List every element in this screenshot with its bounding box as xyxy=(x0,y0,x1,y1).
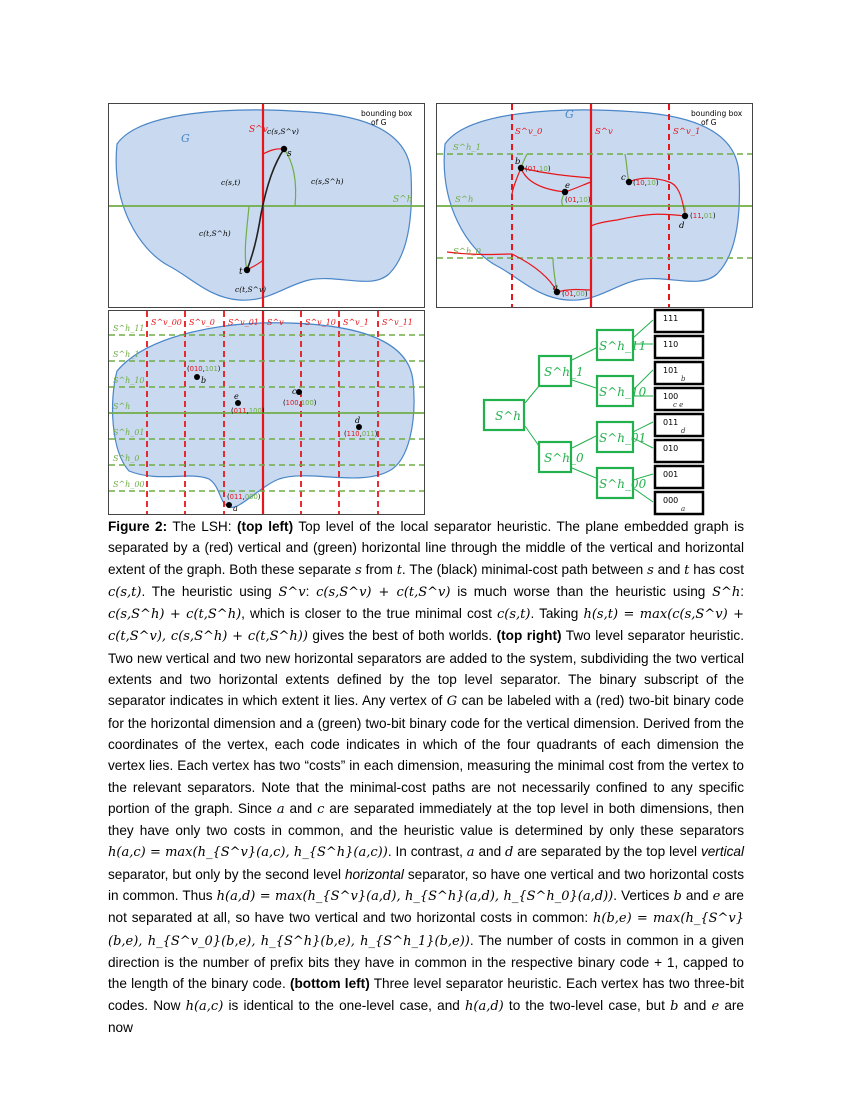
caption-text: , which is closer to the true minimal cost xyxy=(241,606,497,622)
sh1-label: S^h_1 xyxy=(113,350,140,359)
math: G xyxy=(446,694,458,710)
sv-label: S^v xyxy=(249,125,268,135)
caption-text: and xyxy=(681,888,713,904)
panel-bottom-left xyxy=(108,310,425,515)
separator-tree xyxy=(475,308,715,518)
sh00-label: S^h_00 xyxy=(113,480,145,489)
caption-tag-bottom-left: (bottom left) xyxy=(289,976,370,992)
sv10-label: S^v_10 xyxy=(305,318,336,327)
sh10-label: S^h_10 xyxy=(113,376,145,385)
vertex-d xyxy=(682,213,688,219)
graph-label: G xyxy=(181,132,190,145)
caption-text: . Taking xyxy=(530,606,584,622)
caption-text: from xyxy=(361,561,397,577)
math: a xyxy=(276,801,285,817)
tree-edge xyxy=(525,386,539,403)
vertex-code-e: (01,10) xyxy=(565,196,591,204)
caption-text: separator, but only by the second level xyxy=(108,866,345,882)
vertex-code-a: (01,00) xyxy=(562,290,588,298)
caption-text: and xyxy=(284,800,318,816)
caption-emphasis: vertical xyxy=(700,844,745,860)
math: b xyxy=(673,889,682,905)
figure-caption xyxy=(108,516,744,1038)
graph-label: G xyxy=(565,108,574,121)
sv11-label: S^v_11 xyxy=(382,318,413,327)
tree-edge xyxy=(572,348,596,360)
math: c(s,t) xyxy=(108,584,142,600)
vertex-b xyxy=(194,374,200,380)
caption-text: are not separated at all, so have two vertical and two horizontal costs in common: xyxy=(108,888,744,926)
math: d xyxy=(505,845,514,861)
sv1-label: S^v_1 xyxy=(343,318,369,327)
vertex-t xyxy=(244,267,250,273)
caption-emphasis: horizontal xyxy=(344,866,404,882)
sh-label: S^h xyxy=(113,402,131,411)
node-sh1-label: S^h_1 xyxy=(544,365,584,379)
vertex-name-d: d xyxy=(355,416,361,425)
caption-text: can be labeled with a (red) two-bit binary code for the horizontal dimension and a (green) two-bit binary code for the vertical dimension. Derived from the coordinates of the vertex, each code indicates in which of the four quadrants of each dimension the vertex lies. Each vertex has two “costs” in each dimension, measuring the minimal cost from the vertex to the relevant separators. Note that the minimal-cost paths are not necessarily confined to any specific portion of the graph. Since xyxy=(108,693,744,816)
caption-text: Two level separator heuristic. Two new vertical and two new horizontal separators are added to the system, subdividing the two vertical extents and two horizontal extents defined by the top level separator. The binary subscript of the separator indicates in which extent it lies. Any vertex of xyxy=(108,628,744,709)
caption-text: The LSH: xyxy=(167,519,238,534)
sv0-label: S^v_0 xyxy=(515,127,543,137)
caption-text: is much worse than the heuristic using xyxy=(450,583,713,599)
leaf-code: 111 xyxy=(663,314,679,323)
sv00-label: S^v_00 xyxy=(151,318,182,327)
vertex-code-b: (010,101) xyxy=(187,365,221,373)
caption-text: . The heuristic using xyxy=(141,583,279,599)
math: h(a,d) xyxy=(465,998,504,1014)
panel-top-left xyxy=(108,103,425,308)
vertex-name-a: a xyxy=(233,504,238,513)
math: h(b,e) = max(h_{S^v}(b,e), h_{S^v_0}(b,e), h_{S^h}(b,e), h_{S^h_1}(b,e)) xyxy=(108,911,745,949)
label-s: s xyxy=(287,149,292,159)
caption-text: Three level separator heuristic. Each vertex has two three-bit codes. Now xyxy=(108,976,744,1013)
sh0-label: S^h_0 xyxy=(453,247,482,257)
vertex-name-e: e xyxy=(234,392,239,401)
math: c xyxy=(317,801,325,817)
math: s xyxy=(647,562,654,578)
caption-text: is identical to the one-level case, and xyxy=(223,997,465,1013)
vertex-name-c: c xyxy=(621,173,626,183)
math: e xyxy=(711,998,720,1014)
sh-label: S^h xyxy=(393,195,413,205)
math: h(a,d) = max(h_{S^v}(a,d), h_{S^h}(a,d), h_{S^h_0}(a,d)) xyxy=(216,889,614,905)
sv0-label: S^v_0 xyxy=(189,318,215,327)
caption-text: separator, so have one vertical and two horizontal costs in common. Thus xyxy=(108,866,744,904)
tree-edge xyxy=(525,426,539,446)
vertex-name-b: b xyxy=(201,376,207,385)
caption-tag-top-left: (top left) xyxy=(237,519,294,534)
math: h(s,t) = max(c(s,S^v) + c(t,S^v), c(s,S^h) + c(t,S^h)) xyxy=(108,607,744,645)
caption-text: are separated by the top level xyxy=(513,844,701,860)
vertex-code-b: (01,10) xyxy=(525,165,551,173)
caption-text: gives the best of both worlds. xyxy=(307,628,497,644)
math: h(a,c) = max(h_{S^v}(a,c), h_{S^h}(a,c)) xyxy=(108,845,388,861)
math: b xyxy=(670,998,679,1014)
sv1-label: S^v_1 xyxy=(673,127,701,137)
leaf-vertex: d xyxy=(681,427,686,435)
vertex-name-d: d xyxy=(679,221,685,231)
math: a xyxy=(466,845,475,861)
diagram-two-level xyxy=(437,104,752,307)
sv01-label: S^v_01 xyxy=(228,318,259,327)
sh11-label: S^h_11 xyxy=(113,324,145,333)
node-sh11-label: S^h_11 xyxy=(599,339,647,353)
leaf-vertex: a xyxy=(681,505,686,513)
vertex-a xyxy=(226,502,232,508)
panel-top-right xyxy=(436,103,753,308)
math: t xyxy=(684,562,690,578)
label-t: t xyxy=(239,267,243,277)
leaf-code: 010 xyxy=(663,444,679,453)
sh0-label: S^h_0 xyxy=(113,454,140,463)
node-sh-label: S^h xyxy=(495,409,522,423)
bbox-label: bounding box xyxy=(691,109,743,118)
sv-label: S^v xyxy=(595,127,613,137)
node-sh01-label: S^h_01 xyxy=(599,431,647,445)
math: c(s,S^h) + c(t,S^h) xyxy=(108,607,242,623)
math: S^v xyxy=(278,584,306,600)
vertex-name-c: c xyxy=(292,387,297,396)
caption-text: . The number of costs in common in a given direction is the number of prefix bits they have in common in the respective binary code + 1, capped to the length of the binary code. xyxy=(108,932,744,992)
sv-label: S^v xyxy=(267,318,284,327)
leaf-vertex: b xyxy=(681,375,686,383)
bbox-label-2: of G xyxy=(701,118,717,127)
figure-label: Figure 2: xyxy=(108,519,168,534)
caption-tag-top-right: (top right) xyxy=(496,628,562,644)
node-sh10-label: S^h_10 xyxy=(599,385,647,399)
sh-label: S^h xyxy=(455,195,474,205)
vertex-name-e: e xyxy=(565,181,571,191)
vertex-code-c: (100,100) xyxy=(283,399,317,407)
caption-text: : xyxy=(740,583,745,599)
sh1-label: S^h_1 xyxy=(453,143,482,153)
math: h(a,c) xyxy=(185,998,224,1014)
diagram-three-level xyxy=(109,311,424,514)
label-c-t-sh: c(t,S^h) xyxy=(199,229,231,238)
caption-text: . The (black) minimal-cost path between xyxy=(401,561,648,577)
math: c(s,t) xyxy=(497,607,531,623)
vertex-code-d: (11,01) xyxy=(690,212,716,220)
label-c-t-sv: c(t,S^v) xyxy=(235,285,267,294)
math: c(s,S^v) + c(t,S^v) xyxy=(316,584,451,600)
diagram-one-level xyxy=(109,104,424,307)
tree-edge xyxy=(572,468,596,478)
caption-text: and xyxy=(678,997,712,1013)
caption-text: . In contrast, xyxy=(387,844,467,860)
leaf-code: 101 xyxy=(663,366,679,375)
leaf-code: 100 xyxy=(663,392,679,401)
vertex-code-a: (011,000) xyxy=(227,493,261,501)
bbox-label-2: of G xyxy=(371,118,387,127)
bbox-label: bounding box xyxy=(361,109,413,118)
node-sh0-label: S^h_0 xyxy=(544,451,584,465)
leaf-code: 011 xyxy=(663,418,679,427)
vertex-c xyxy=(296,389,302,395)
caption-text: : xyxy=(305,583,317,599)
caption-text: and xyxy=(653,561,685,577)
math: s xyxy=(355,562,362,578)
math: t xyxy=(396,562,402,578)
caption-text: Top level of the local separator heuristic. The plane embedded graph is separated by a (red) vertical and (green) horizontal line through the middle of the vertical and horizontal extent of the graph. Both these separate xyxy=(108,519,745,577)
node-sh00-label: S^h_00 xyxy=(599,477,647,491)
label-c-s-t: c(s,t) xyxy=(221,178,241,187)
vertex-name-b: b xyxy=(515,157,521,167)
label-c-s-sv: c(s,S^v) xyxy=(267,127,299,136)
caption-text: to the two-level case, but xyxy=(503,997,671,1013)
tree-edge xyxy=(572,436,596,448)
vertex-code-c: (10,10) xyxy=(633,179,659,187)
caption-text: has cost xyxy=(689,561,745,577)
leaf-vertex: c e xyxy=(673,401,684,409)
caption-text: and xyxy=(474,844,506,860)
leaf-code: 001 xyxy=(663,470,679,479)
sh01-label: S^h_01 xyxy=(113,428,145,437)
math: S^h xyxy=(712,584,741,600)
vertex-code-d: (110,011) xyxy=(344,430,378,438)
vertex-name-a: a xyxy=(553,283,559,293)
caption-text: . Vertices xyxy=(613,888,674,904)
label-c-s-sh: c(s,S^h) xyxy=(311,177,344,186)
leaf-code: 110 xyxy=(663,340,679,349)
tree-edge xyxy=(633,320,653,338)
tree-edge xyxy=(572,380,596,388)
sv-labels xyxy=(151,318,413,327)
caption-text: are separated immediately at the top level in both dimensions, then they have only two costs in common, and the heuristic value is determined by only these separators xyxy=(108,800,745,839)
vertex-code-e: (011,100) xyxy=(231,407,265,415)
leaf-code: 000 xyxy=(663,496,679,505)
caption-text: are now xyxy=(108,997,744,1035)
math: e xyxy=(712,889,721,905)
vertex-c xyxy=(626,179,632,185)
